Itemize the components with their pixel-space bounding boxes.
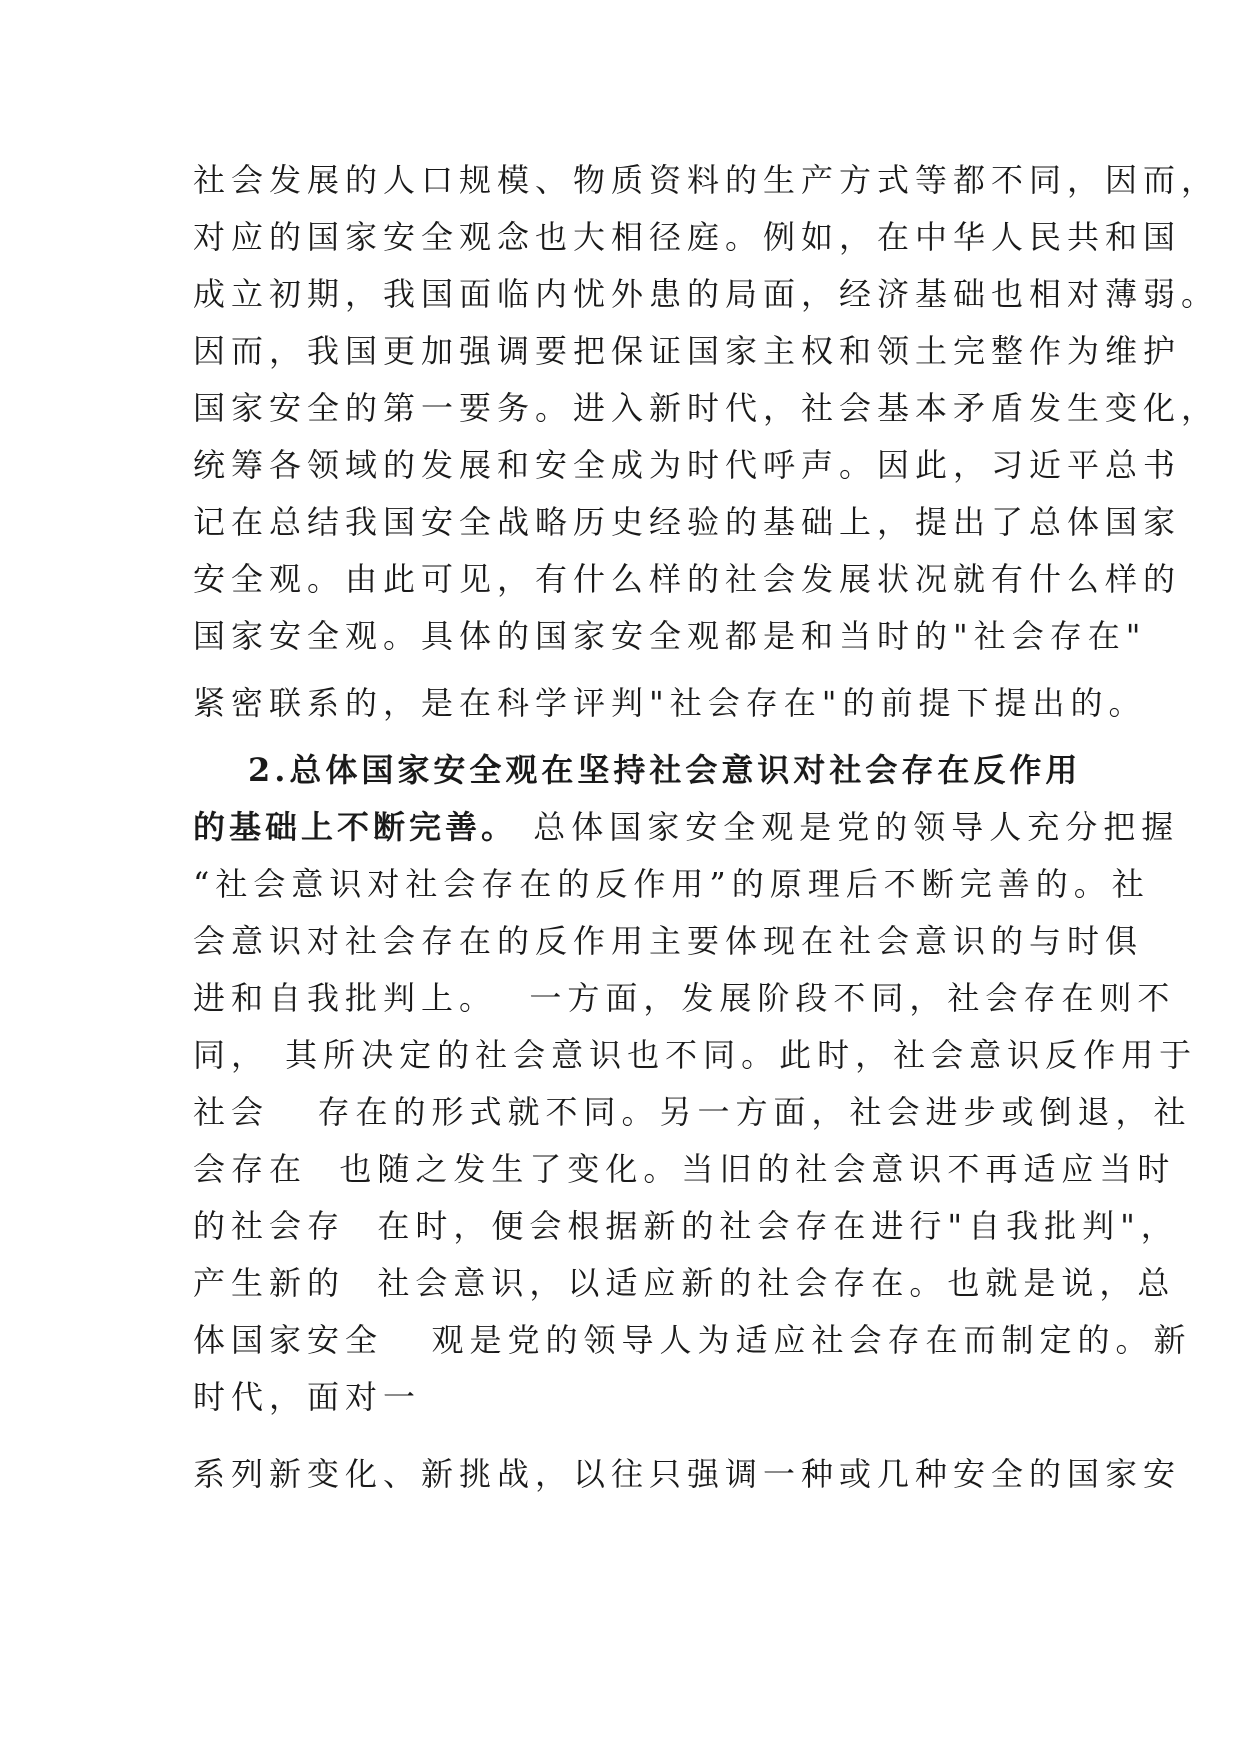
text-line: “社会意识对社会存在的反作用”的原理后不断完善的。社 xyxy=(193,865,1150,903)
text-line: 成立初期，我国面临内忧外患的局面，经济基础也相对薄弱。 xyxy=(193,275,1220,313)
text-line: 统筹各领域的发展和安全成为时代呼声。因此，习近平总书 xyxy=(193,446,1182,484)
text-line: 系列新变化、新挑战，以往只强调一种或几种安全的国家安 xyxy=(193,1455,1182,1493)
text-line: 同， 其所决定的社会意识也不同。此时，社会意识反作用于 xyxy=(193,1036,1198,1074)
text-line: 安全观。由此可见，有什么样的社会发展状况就有什么样的 xyxy=(193,560,1182,598)
text-line: 进和自我批判上。 一方面，发展阶段不同，社会存在则不 xyxy=(193,979,1176,1017)
section-heading: 2.总体国家安全观在坚持社会意识对社会存在反作用 xyxy=(248,751,1082,789)
text-line: 因而，我国更加强调要把保证国家主权和领土完整作为维护 xyxy=(193,332,1182,370)
text-line: 体国家安全 观是党的领导人为适应社会存在而制定的。新 xyxy=(193,1321,1192,1359)
text-line: 紧密联系的，是在科学评判"社会存在"的前提下提出的。 xyxy=(193,684,1147,722)
text-line: 记在总结我国安全战略历史经验的基础上，提出了总体国家 xyxy=(193,503,1182,541)
text-line: 产生新的 社会意识，以适应新的社会存在。也就是说，总 xyxy=(193,1264,1176,1302)
heading-continuation-line xyxy=(193,807,1180,847)
text-line: 国家安全的第一要务。进入新时代，社会基本矛盾发生变化， xyxy=(193,389,1220,427)
text-line: 国家安全观。具体的国家安全观都是和当时的"社会存在" xyxy=(193,617,1147,655)
text-line: 的社会存 在时，便会根据新的社会存在进行"自我批判"， xyxy=(193,1207,1179,1245)
text-line: 对应的国家安全观念也大相径庭。例如，在中华人民共和国 xyxy=(193,218,1182,256)
section-heading-end: 的基础上不断完善。 xyxy=(193,808,518,846)
text-line: 会存在 也随之发生了变化。当旧的社会意识不再适应当时 xyxy=(193,1150,1176,1188)
text-line: 时代，面对一 xyxy=(193,1378,422,1416)
text-line: 社会发展的人口规模、物质资料的生产方式等都不同，因而， xyxy=(193,161,1220,199)
text-line: 会意识对社会存在的反作用主要体现在社会意识的与时俱 xyxy=(193,922,1144,960)
text-run: 总体国家安全观是党的领导人充分把握 xyxy=(517,808,1180,846)
text-line: 社会 存在的形式就不同。另一方面，社会进步或倒退，社 xyxy=(193,1093,1192,1131)
